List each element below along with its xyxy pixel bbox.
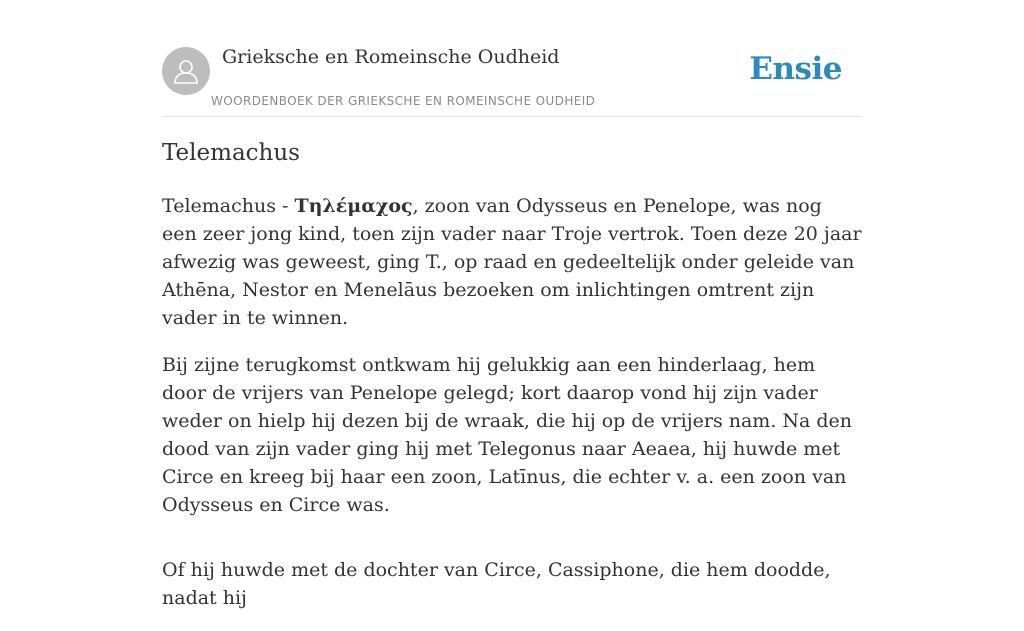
ensie-logo[interactable]: Ensie (749, 51, 842, 87)
paragraph-1-text: , zoon van Odysseus en Penelope, was nog een zeer jong kind, toen zijn vader naar Troje vertrok. Toen deze 20 jaar afwezig was geweest, ging T., op raad en gedeeltelijk onder geleide van Athēna, Nestor en Menelāus bezoeken om inlichtingen omtrent zijn vader in te winnen. (162, 195, 862, 329)
entry-title: Telemachus (162, 140, 300, 166)
greek-name: Τηλέμαχος (294, 195, 413, 217)
source-title[interactable]: Grieksche en Romeinsche Oudheid (222, 46, 560, 68)
paragraph-1-prefix: Telemachus - (162, 195, 295, 217)
paragraph-2: Bij zijne terugkomst ontkwam hij gelukkig aan een hinderlaag, hem door de vrijers van Penelope gelegd; kort daarop vond hij zijn vader weder on hielp hij dezen bij de wraak, die hij op de vrijers nam. Na den dood van zijn vader ging hij met Telegonus naar Aeaea, hij huwde met Circe en kreeg bij haar een zoon, Latīnus, die echter v. a. een zoon van Odysseus en Circe was. (162, 354, 853, 516)
source-avatar[interactable] (162, 47, 210, 95)
user-icon (171, 56, 201, 86)
entry-body (162, 192, 862, 631)
source-header (162, 40, 862, 117)
paragraph-3: Of hij huwde met de dochter van Circe, Cassiphone, die hem doodde, nadat hij (162, 559, 831, 609)
paragraph-1 (162, 192, 862, 332)
source-subtitle: WOORDENBOEK DER GRIEKSCHE EN ROMEINSCHE OUDHEID (211, 94, 596, 108)
